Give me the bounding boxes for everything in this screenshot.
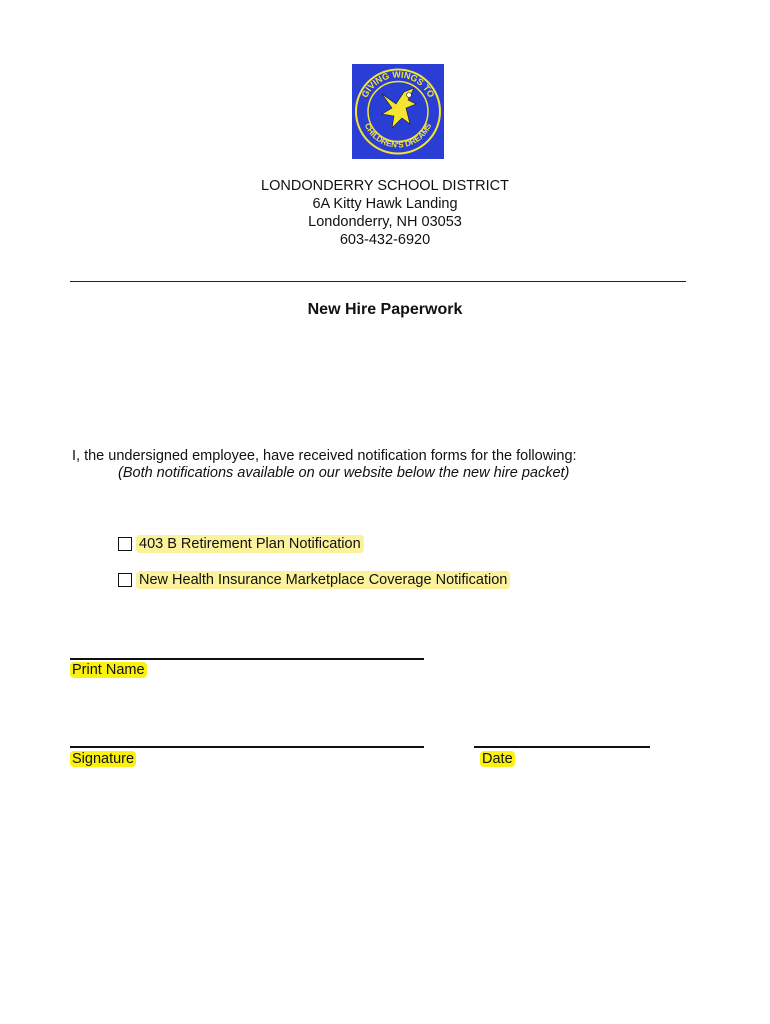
signature-field[interactable] xyxy=(70,746,424,748)
org-name: LONDONDERRY SCHOOL DISTRICT xyxy=(261,178,509,194)
checklist-label-403b: 403 B Retirement Plan Notification xyxy=(136,535,364,553)
logo-bottom-text: CHILDREN'S DREAMS xyxy=(362,121,434,150)
checkbox-marketplace[interactable] xyxy=(118,573,132,587)
logo-top-text: GIVING WINGS TO xyxy=(359,69,437,100)
address-line-2: Londonderry, NH 03053 xyxy=(308,214,462,230)
address-line-1: 6A Kitty Hawk Landing xyxy=(312,196,458,212)
note-text: (Both notifications available on our website below the new hire packet) xyxy=(118,465,570,481)
intro-text: I, the undersigned employee, have received notification forms for the following: xyxy=(72,448,577,464)
print-name-field[interactable] xyxy=(70,658,424,660)
header-divider xyxy=(70,281,686,282)
date-field[interactable] xyxy=(474,746,650,748)
phone-number: 603-432-6920 xyxy=(339,232,431,248)
page-title: New Hire Paperwork xyxy=(307,301,463,318)
district-logo xyxy=(352,64,444,159)
signature-label: Signature xyxy=(72,751,135,767)
checklist-label-marketplace: New Health Insurance Marketplace Coverage Notification xyxy=(136,571,510,589)
checkbox-403b[interactable] xyxy=(118,537,132,551)
date-label: Date xyxy=(482,751,513,767)
checklist-item-marketplace[interactable] xyxy=(118,571,510,589)
print-name-label: Print Name xyxy=(72,662,145,678)
checklist-item-403b[interactable] xyxy=(118,535,364,553)
